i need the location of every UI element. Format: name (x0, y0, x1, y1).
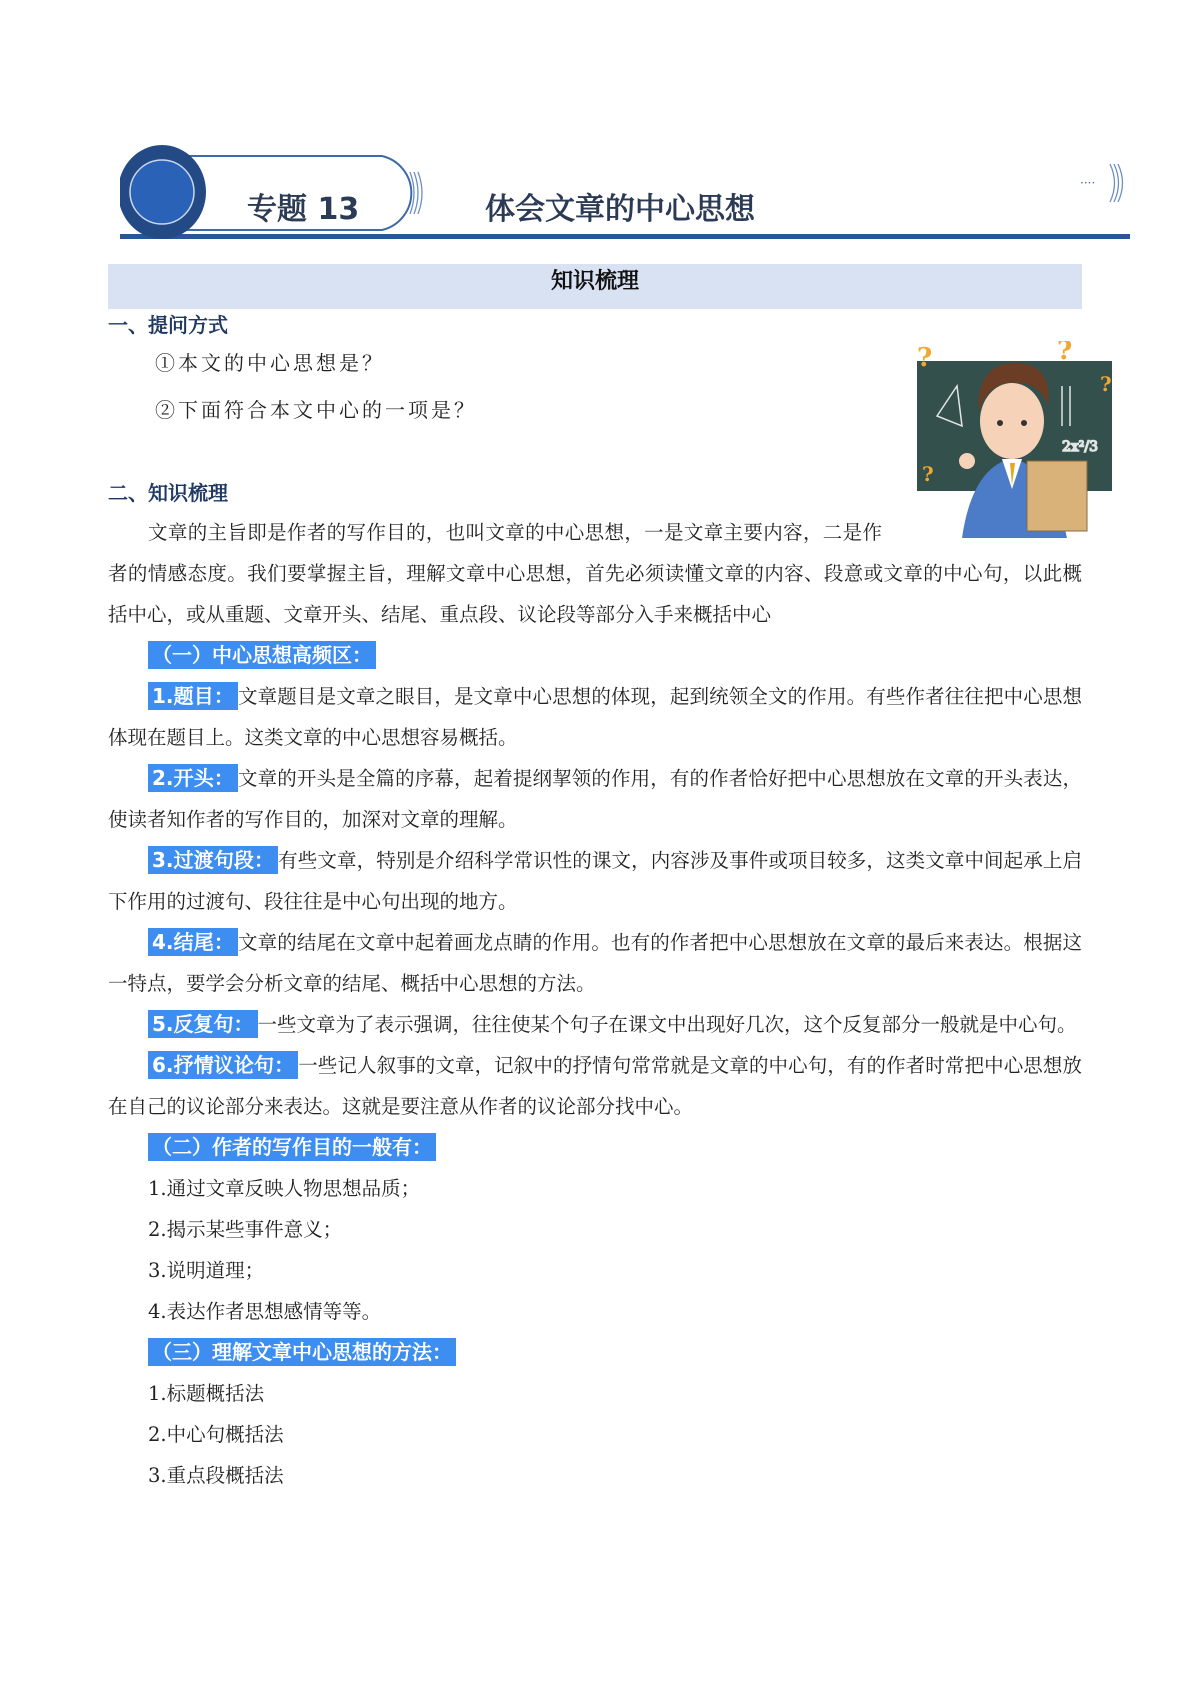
hotspot-text: 一些记人叙事的文章，记叙中的抒情句常常就是文章的中心句，有的作者时常把中心思想放在自己的议论部分来表达。这就是要注意从作者的议论部分找中心。 (108, 1054, 1082, 1118)
purpose-item: 2.揭示某些事件意义； (148, 1218, 343, 1241)
hotspot-label: 3.过渡句段： (148, 846, 278, 874)
svg-text:?: ? (1100, 372, 1112, 396)
svg-text:2x²/3: 2x²/3 (1062, 439, 1099, 455)
hotspot-item (108, 922, 1082, 1004)
purpose-item: 3.说明道理； (148, 1259, 265, 1282)
knowledge-content (108, 310, 1082, 1496)
hotspot-label: 1.题目： (148, 682, 238, 710)
purpose-item: 4.表达作者思想感情等等。 (148, 1300, 382, 1323)
hotspot-text: 有些文章，特别是介绍科学常识性的课文，内容涉及事件或项目较多，这类文章中间起承上启下作用的过渡句、段往往是中心句出现的地方。 (108, 849, 1082, 913)
section-heading-knowledge: 二、知识梳理 (108, 481, 228, 505)
question-item: ①本文的中心思想是？ (155, 351, 385, 375)
hotspot-label: 5.反复句： (148, 1010, 258, 1038)
hotspot-text: 一些文章为了表示强调，往往使某个句子在课文中出现好几次，这个反复部分一般就是中心句。 (257, 1013, 1077, 1036)
purpose-item: 1.通过文章反映人物思想品质； (148, 1177, 421, 1200)
page-title: 体会文章的中心思想 (485, 192, 755, 227)
intro-text: 文章的主旨即是作者的写作目的，也叫文章的中心思想，一是文章主要内容，二是作者的情感态度。我们要掌握主旨，理解文章中心思想，首先必须读懂文章的内容、段意或文章的中心句，以此概括中心，或从重题、文章开头、结尾、重点段、议论段等部分入手来概括中心 (108, 521, 1082, 626)
subsection-title: （一）中心思想高频区： (148, 641, 376, 669)
hotspot-item (108, 676, 1082, 758)
hotspot-text: 文章的结尾在文章中起着画龙点睛的作用。也有的作者把中心思想放在文章的最后来表达。根据这一特点，要学会分析文章的结尾、概括中心思想的方法。 (108, 931, 1082, 995)
hotspot-label: 6.抒情议论句： (148, 1051, 298, 1079)
svg-text:····: ···· (1080, 176, 1096, 190)
hotspot-item (108, 758, 1082, 840)
method-item: 2.中心句概括法 (148, 1423, 284, 1446)
hotspot-text: 文章题目是文章之眼目，是文章中心思想的体现，起到统领全文的作用。有些作者往往把中心思想体现在题目上。这类文章的中心思想容易概括。 (108, 685, 1082, 749)
intro-paragraph (108, 512, 1082, 635)
svg-text:?: ? (922, 462, 934, 486)
method-item: 3.重点段概括法 (148, 1464, 284, 1487)
section-heading-question-styles: 一、提问方式 (108, 313, 228, 337)
hotspot-item (108, 1004, 1082, 1045)
method-item: 1.标题概括法 (148, 1382, 265, 1405)
question-item: ②下面符合本文中心的一项是？ (155, 398, 477, 422)
hotspot-item (108, 1045, 1082, 1127)
hotspot-item (108, 840, 1082, 922)
section-band-title: 知识梳理 (108, 264, 1082, 309)
topic-number: 专题 13 (247, 192, 360, 227)
hotspot-label: 4.结尾： (148, 928, 238, 956)
hotspot-label: 2.开头： (148, 764, 238, 792)
subsection-title: （二）作者的写作目的一般有： (148, 1133, 436, 1161)
subsection-title: （三）理解文章中心思想的方法： (148, 1338, 456, 1366)
hotspot-text: 文章的开头是全篇的序幕，起着提纲挈领的作用，有的作者恰好把中心思想放在文章的开头表达，使读者知作者的写作目的，加深对文章的理解。 (108, 767, 1082, 831)
svg-text:?: ? (917, 343, 933, 373)
svg-text:?: ? (1057, 341, 1073, 366)
